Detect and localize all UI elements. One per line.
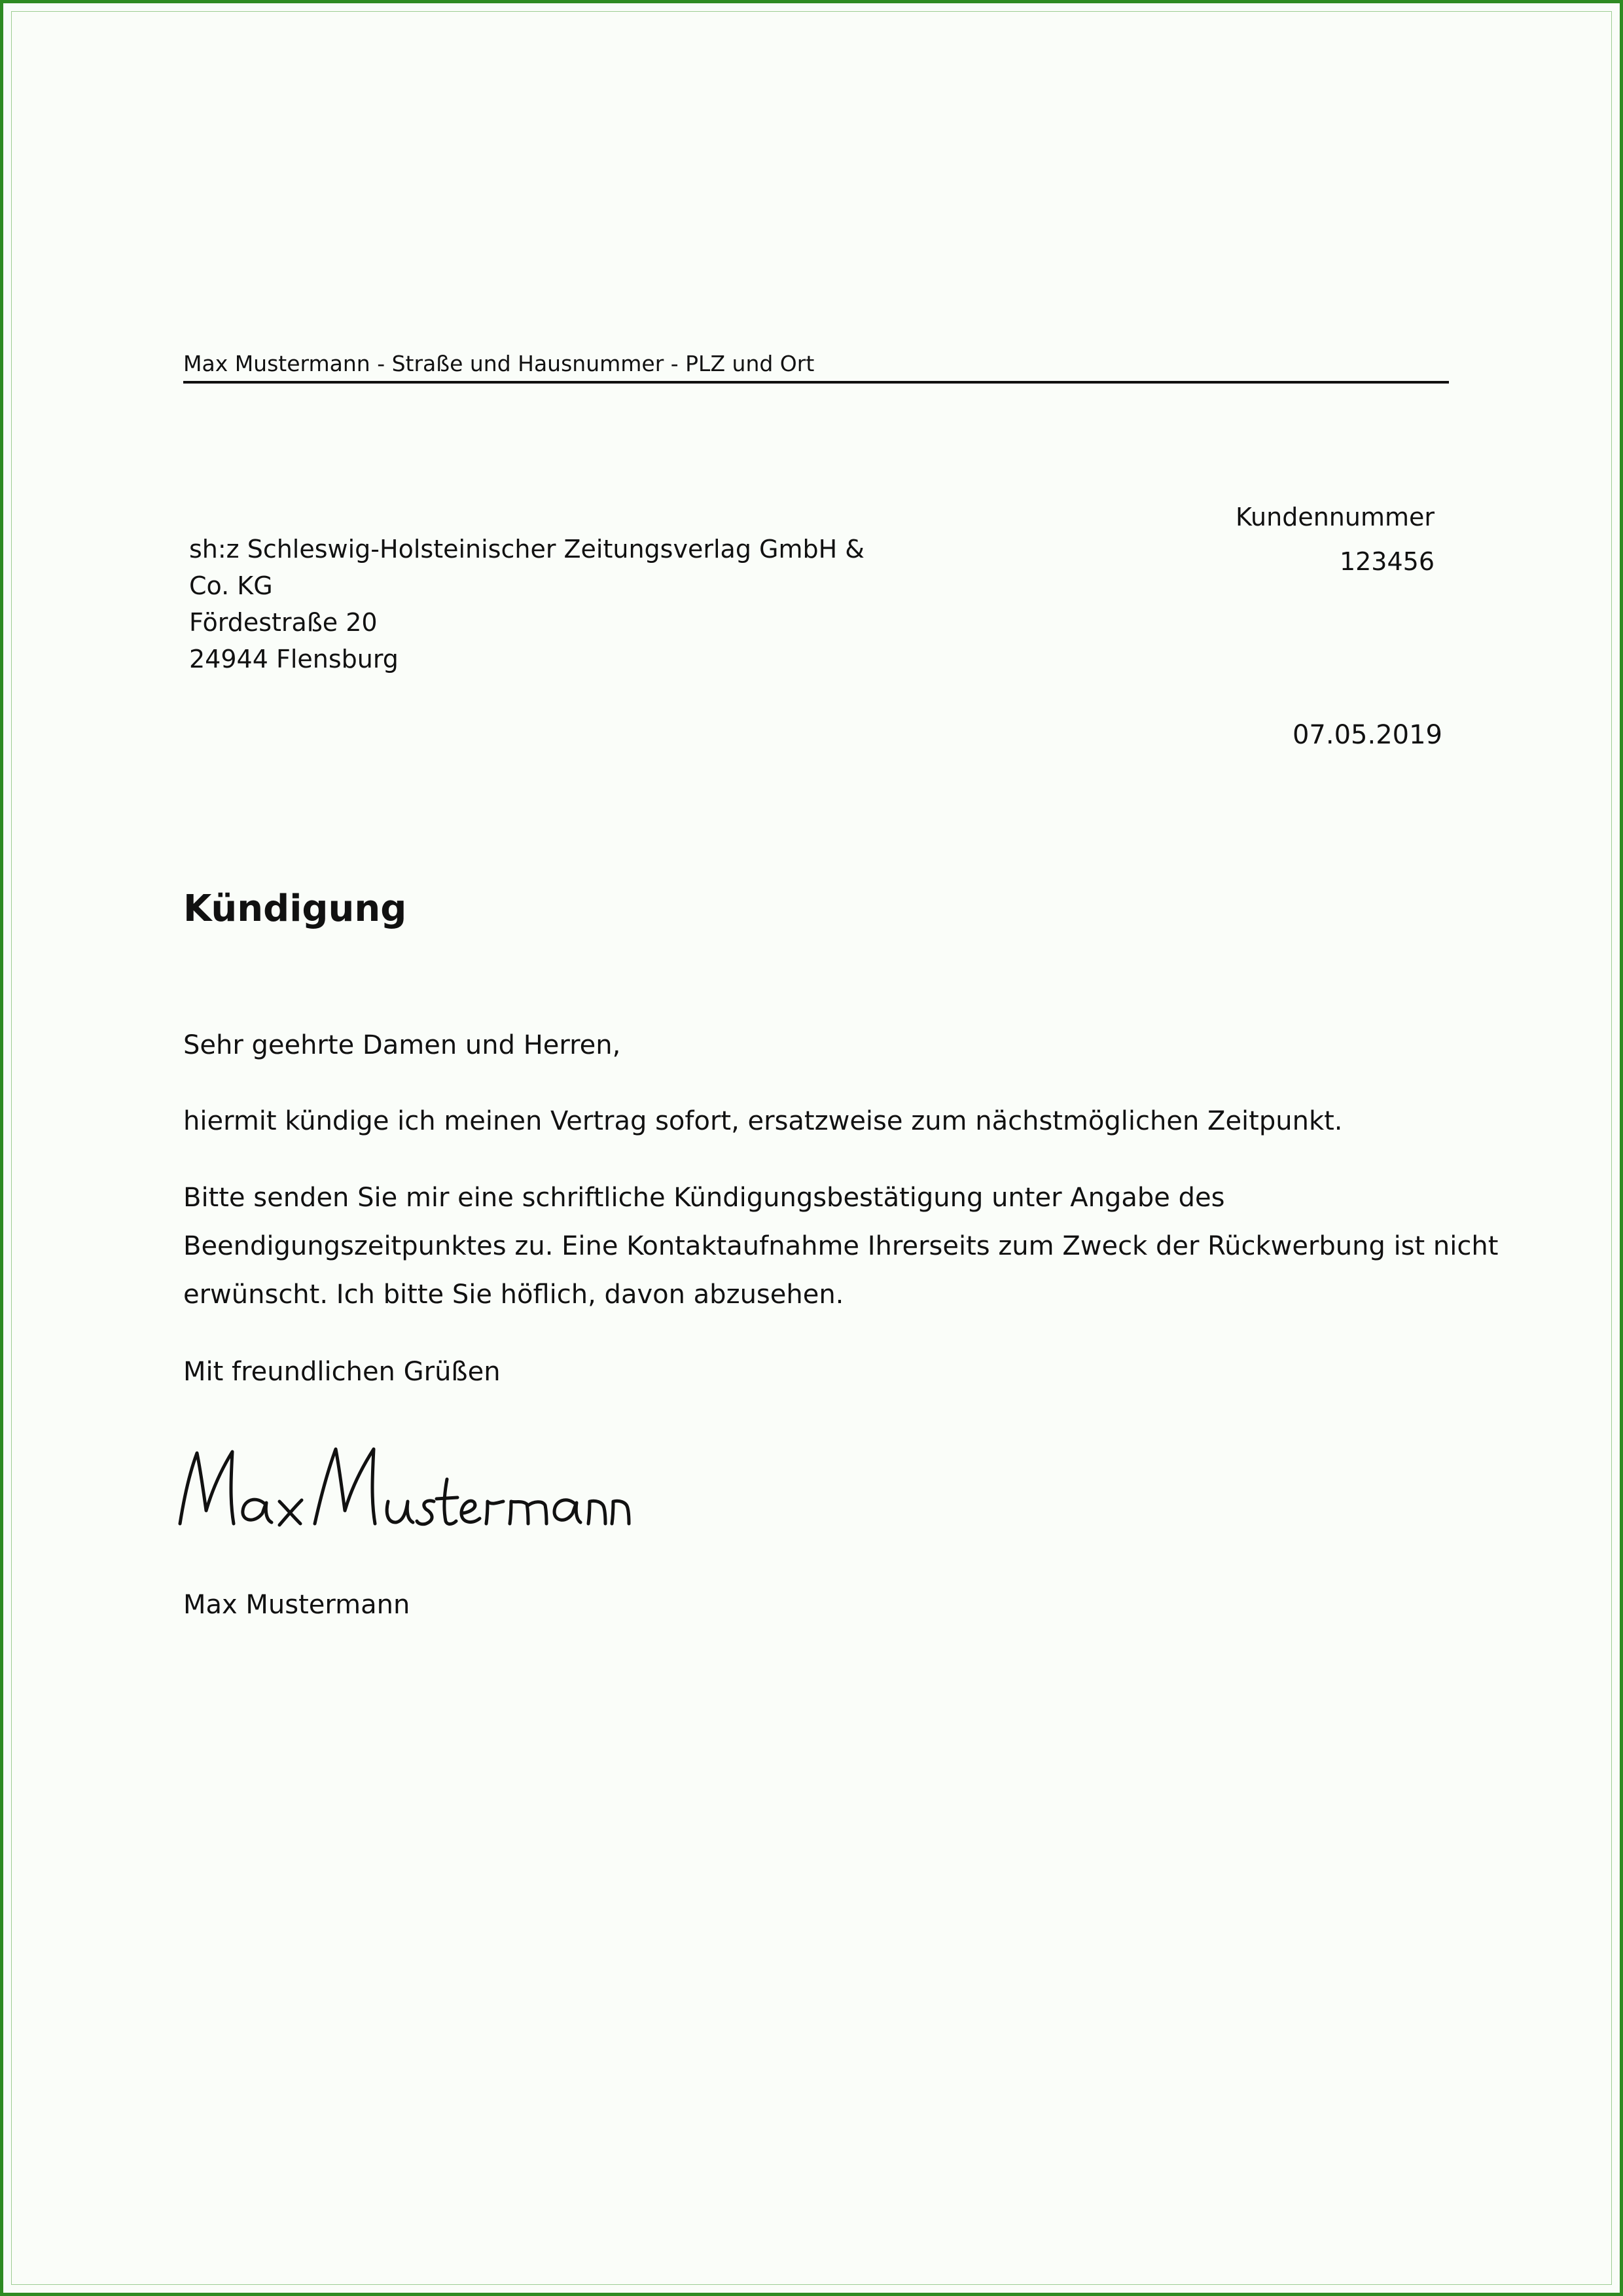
closing-phrase: Mit freundlichen Grüßen	[183, 1357, 501, 1387]
recipient-line-1: sh:z Schleswig-Holsteinischer Zeitungsverlag GmbH &	[189, 535, 865, 564]
salutation: Sehr geehrte Damen und Herren,	[183, 1030, 621, 1060]
body-paragraph-1: hiermit kündige ich meinen Vertrag sofort, ersatzweise zum nächstmöglichen Zeitpunkt.	[183, 1106, 1343, 1136]
recipient-line-4: 24944 Flensburg	[189, 645, 399, 673]
customer-number-block	[1236, 495, 1435, 584]
customer-number-value: 123456	[1339, 547, 1435, 576]
letter-date: 07.05.2019	[1292, 720, 1442, 750]
letter-subject: Kündigung	[183, 888, 407, 930]
customer-number-label: Kundennummer	[1236, 503, 1435, 531]
handwritten-signature	[175, 1440, 633, 1545]
sender-address-line: Max Mustermann - Straße und Hausnummer - PLZ und Ort	[183, 351, 815, 376]
body-paragraph-2-line-2: Beendigungszeitpunktes zu. Eine Kontaktaufnahme Ihrerseits zum Zweck der Rückwerbung ist nicht	[183, 1231, 1499, 1261]
sender-divider	[183, 381, 1449, 384]
signer-name: Max Mustermann	[183, 1590, 410, 1620]
body-paragraph-2-line-3: erwünscht. Ich bitte Sie höflich, davon abzusehen.	[183, 1280, 844, 1310]
recipient-line-3: Fördestraße 20	[189, 608, 378, 637]
recipient-line-2: Co. KG	[189, 571, 273, 600]
body-paragraph-2	[183, 1174, 1499, 1319]
recipient-address	[189, 531, 865, 677]
body-paragraph-2-line-1: Bitte senden Sie mir eine schriftliche Kündigungsbestätigung unter Angabe des	[183, 1183, 1225, 1213]
